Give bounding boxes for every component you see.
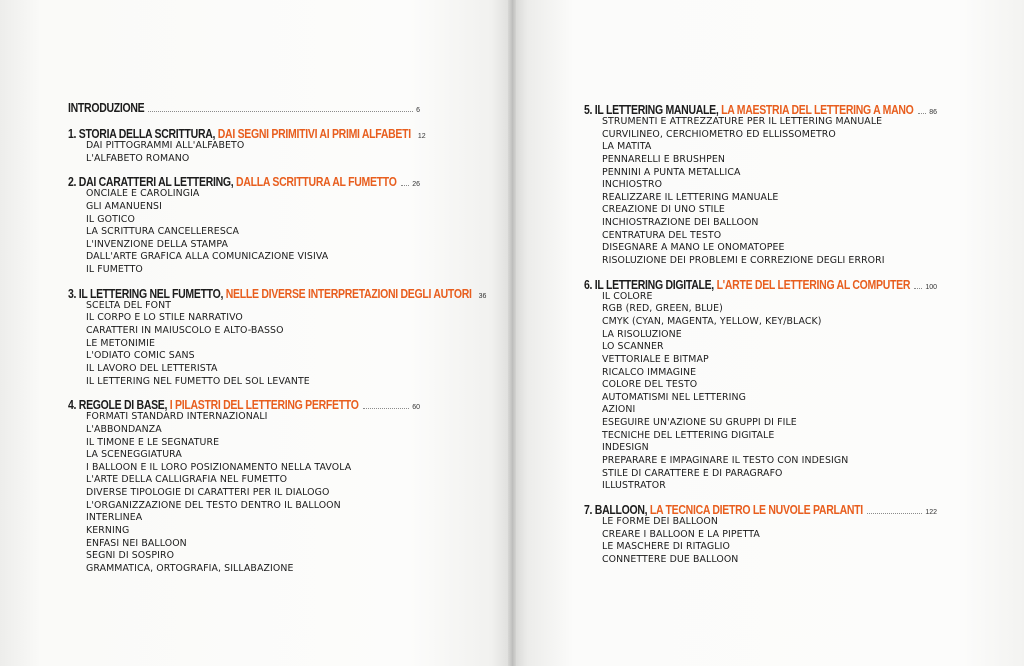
toc-subentry: L'ABBONDANZA <box>86 423 162 435</box>
toc-subentry: L'ODIATO COMIC SANS <box>86 350 195 362</box>
chapter-page-number: 122 <box>925 508 937 516</box>
chapter-title <box>584 101 914 119</box>
toc-subentry: LA MATITA <box>602 141 652 153</box>
toc-subentry: REALIZZARE IL LETTERING MANUALE <box>602 191 779 203</box>
chapter-title-text <box>68 175 397 189</box>
toc-subentry: GRAMMATICA, ORTOGRAFIA, SILLABAZIONE <box>86 562 294 574</box>
toc-subentry: ILLUSTRATOR <box>602 480 666 492</box>
chapter-subtitle: LA TECNICA DIETRO LE NUVOLE PARLANTI <box>649 502 863 517</box>
chapter-title-text <box>584 103 914 117</box>
dot-leader <box>867 513 922 514</box>
toc-section <box>584 276 937 493</box>
toc-subentry: L'INVENZIONE DELLA STAMPA <box>86 238 229 250</box>
chapter-subtitle: LA MAESTRIA DEL LETTERING A MANO <box>721 103 914 117</box>
toc-subentry: IL CORPO E LO STILE NARRATIVO <box>86 312 243 324</box>
chapter-title-text <box>584 503 863 517</box>
toc-subentry: IL LETTERING NEL FUMETTO DEL SOL LEVANTE <box>86 375 310 387</box>
toc-subentry: PENNINI A PUNTA METALLICA <box>602 166 741 178</box>
toc-subentry: ENFASI NEI BALLOON <box>86 537 187 549</box>
toc-subentry: CURVILINEO, CERCHIOMETRO ED ELLISSOMETRO <box>602 128 836 140</box>
book-spine <box>508 0 516 666</box>
toc-subentry: VETTORIALE E BITMAP <box>602 353 709 365</box>
toc-subentry: INCHIOSTRAZIONE DEI BALLOON <box>602 217 759 229</box>
toc-subentry: L'ARTE DELLA CALLIGRAFIA NEL FUMETTO <box>86 474 288 486</box>
toc-intro-entry <box>68 101 420 115</box>
toc-subentry: INDESIGN <box>602 442 649 454</box>
chapter-subtitle: I PILASTRI DEL LETTERING PERFETTO <box>169 398 359 413</box>
chapter-subtitle: NELLE DIVERSE INTERPRETAZIONI DEGLI AUTORI <box>225 286 472 301</box>
chapter-subtitle: L'ARTE DEL LETTERING AL COMPUTER <box>716 277 911 292</box>
toc-subentry: KERNING <box>86 525 130 537</box>
chapter-subtitle: DAI SEGNI PRIMITIVI AI PRIMI ALFABETI <box>217 127 411 141</box>
dot-leader <box>148 111 413 112</box>
toc-subentry: LE METONIMIE <box>86 337 155 349</box>
chapter-page-number: 60 <box>412 404 420 412</box>
toc-subentry: RISOLUZIONE DEI PROBLEMI E CORREZIONE DEGLI ERRORI <box>602 255 885 267</box>
toc-subentry: CENTRATURA DEL TESTO <box>602 229 722 241</box>
chapter-title-number: 4. REGOLE DI BASE, <box>68 398 168 413</box>
chapter-heading <box>584 101 937 116</box>
chapter-page-number: 12 <box>417 133 426 140</box>
toc-subentry: LE MASCHERE DI RITAGLIO <box>602 541 730 553</box>
toc-subentry: TECNICHE DEL LETTERING DIGITALE <box>602 429 775 441</box>
toc-subentry: DAI PITTOGRAMMI ALL'ALFABETO <box>86 140 245 151</box>
toc-subentry: AUTOMATISMI NEL LETTERING <box>602 391 746 403</box>
toc-subentry: ESEGUIRE UN'AZIONE SU GRUPPI DI FILE <box>602 417 797 429</box>
toc-subentry: RGB (RED, GREEN, BLUE) <box>602 303 723 315</box>
chapter-title <box>68 285 472 303</box>
toc-subentry: LA RISOLUZIONE <box>602 328 682 340</box>
intro-page-number: 6 <box>416 107 420 114</box>
toc-subentry: CREARE I BALLOON E LA PIPETTA <box>602 528 760 540</box>
toc-subentry: CARATTERI IN MAIUSCOLO E ALTO-BASSO <box>86 325 284 337</box>
chapter-heading <box>584 276 937 291</box>
toc-subentry: LA SCENEGGIATURA <box>86 449 182 461</box>
toc-left-column <box>68 101 487 584</box>
toc-subentry: AZIONI <box>602 404 636 416</box>
toc-section <box>68 396 420 575</box>
toc-subentry: IL GOTICO <box>86 213 135 225</box>
dot-leader <box>401 185 410 186</box>
toc-subentry: STRUMENTI E ATTREZZATURE PER IL LETTERING MANUALE <box>602 116 883 127</box>
toc-section <box>584 501 937 567</box>
chapter-title <box>584 501 863 519</box>
chapter-title-number: 2. DAI CARATTERI AL LETTERING, <box>68 175 234 190</box>
toc-subentry: IL COLORE <box>602 290 653 302</box>
toc-subentry: CREAZIONE DI UNO STILE <box>602 204 725 216</box>
chapter-page-number: 86 <box>929 109 937 116</box>
chapter-heading <box>584 501 937 516</box>
dot-leader <box>918 113 927 114</box>
chapter-title-text <box>68 127 411 141</box>
toc-subentry: IL LAVORO DEL LETTERISTA <box>86 362 218 374</box>
chapter-title-text <box>584 278 910 292</box>
toc-subentry: IL TIMONE E LE SEGNATURE <box>86 436 220 448</box>
toc-subentry: LO SCANNER <box>602 341 664 353</box>
dot-leader <box>914 288 922 289</box>
toc-subentry: COLORE DEL TESTO <box>602 379 698 391</box>
chapter-page-number: 36 <box>478 292 487 300</box>
toc-right-column <box>584 101 937 575</box>
toc-subentry: PREPARARE E IMPAGINARE IL TESTO CON INDESIGN <box>602 455 849 467</box>
chapter-title <box>584 276 910 294</box>
chapter-heading <box>68 285 487 301</box>
chapter-page-number: 26 <box>412 181 420 189</box>
toc-subentry: INTERLINEA <box>86 512 143 524</box>
toc-subentry: STILE DI CARATTERE E DI PARAGRAFO <box>602 467 783 479</box>
toc-subentry: L'ORGANIZZAZIONE DEL TESTO DENTRO IL BALLOON <box>86 499 341 511</box>
chapter-heading <box>68 396 420 411</box>
toc-subentry: L'ALFABETO ROMANO <box>86 152 190 164</box>
chapter-title-number: 6. IL LETTERING DIGITALE, <box>584 277 714 292</box>
toc-subentry: PENNARELLI E BRUSHPEN <box>602 153 726 165</box>
toc-subentry: GLI AMANUENSI <box>86 200 162 212</box>
toc-subentry: DALL'ARTE GRAFICA ALLA COMUNICAZIONE VISIVA <box>86 251 329 263</box>
chapter-title-number: 1. STORIA DELLA SCRITTURA, <box>68 127 216 141</box>
toc-subentry: LE FORME DEI BALLOON <box>602 515 719 527</box>
chapter-heading <box>68 173 420 188</box>
toc-subentry: I BALLOON E IL LORO POSIZIONAMENTO NELLA TAVOLA <box>86 461 352 473</box>
chapter-title-text <box>68 398 359 412</box>
dot-leader <box>363 408 410 409</box>
toc-subentry: IL FUMETTO <box>86 264 143 276</box>
chapter-page-number: 100 <box>925 283 937 291</box>
toc-subentry: INCHIOSTRO <box>602 179 663 191</box>
toc-subentry: CMYK (CYAN, MAGENTA, YELLOW, KEY/BLACK) <box>602 315 822 327</box>
toc-section <box>68 125 426 165</box>
toc-subentry: CONNETTERE DUE BALLOON <box>602 553 739 565</box>
toc-section <box>584 101 937 268</box>
chapter-title <box>68 125 411 143</box>
toc-subentry: RICALCO IMMAGINE <box>602 366 697 378</box>
toc-subentry: SCELTA DEL FONT <box>86 299 172 311</box>
toc-subentry: FORMATI STANDARD INTERNAZIONALI <box>86 411 268 423</box>
chapter-title-number: 5. IL LETTERING MANUALE, <box>584 103 719 117</box>
chapter-title-text <box>68 287 472 301</box>
toc-subentry: DISEGNARE A MANO LE ONOMATOPEE <box>602 242 785 254</box>
intro-title: INTRODUZIONE <box>68 101 145 115</box>
chapter-title-number: 3. IL LETTERING NEL FUMETTO, <box>68 286 224 301</box>
chapter-title <box>68 173 397 191</box>
toc-subentry: DIVERSE TIPOLOGIE DI CARATTERI PER IL DIALOGO <box>86 487 330 499</box>
toc-subentry: LA SCRITTURA CANCELLERESCA <box>86 226 240 238</box>
toc-subentry: ONCIALE E CAROLINGIA <box>86 188 200 200</box>
chapter-title <box>68 396 359 414</box>
chapter-heading <box>68 125 426 141</box>
toc-subentry: SEGNI DI SOSPIRO <box>86 550 175 562</box>
toc-section <box>68 285 487 388</box>
chapter-subtitle: DALLA SCRITTURA AL FUMETTO <box>236 175 397 190</box>
chapter-title-number: 7. BALLOON, <box>584 502 648 517</box>
toc-section <box>68 173 420 276</box>
